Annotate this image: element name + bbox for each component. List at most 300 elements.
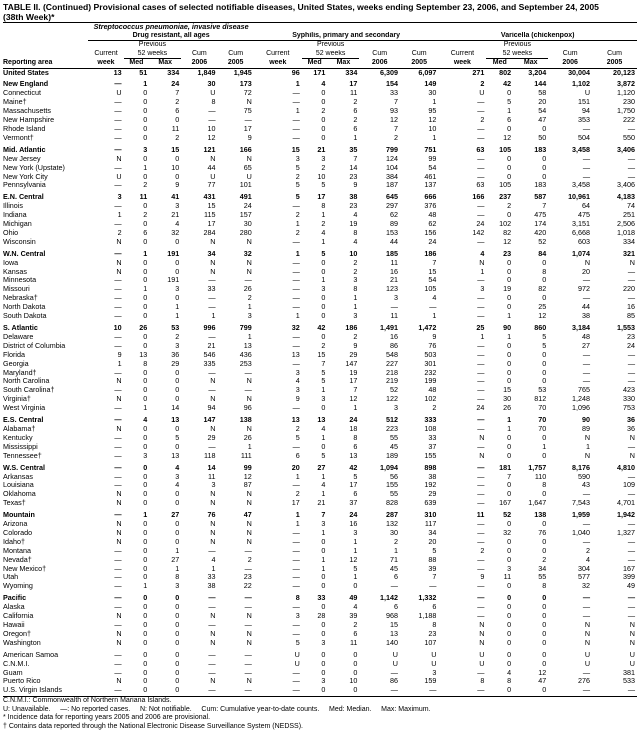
value-cell: 5 (321, 249, 326, 258)
value-cell: 7 (175, 89, 180, 98)
value-cell: 1,102 (572, 80, 591, 89)
value-cell: N (116, 267, 122, 276)
reporting-area-cell: Missouri (3, 285, 30, 294)
value-cell: — (582, 163, 591, 172)
value-cell: 52 (503, 511, 512, 520)
value-cell: 1 (143, 511, 148, 520)
value-cell: 0 (542, 520, 547, 529)
value-cell: 0 (542, 124, 547, 133)
value-cell: — (477, 582, 485, 591)
value-cell: 0 (507, 267, 512, 276)
table-row (3, 443, 637, 452)
value-cell: 10,961 (568, 193, 591, 202)
value-cell: 0 (143, 686, 148, 695)
value-cell: — (627, 686, 635, 695)
value-cell: 2 (432, 404, 437, 413)
value-cell: 89 (582, 424, 591, 433)
value-cell: 0 (175, 377, 180, 386)
value-cell: 0 (175, 638, 180, 647)
table-row (3, 155, 637, 164)
value-cell: 0 (143, 520, 148, 529)
value-cell: 3 (295, 154, 300, 163)
value-cell: 1 (353, 573, 358, 582)
value-cell: 4 (175, 463, 180, 472)
value-cell: 0 (175, 520, 180, 529)
reporting-area-cell: Pacific (3, 594, 27, 603)
value-cell: 4 (432, 294, 437, 303)
value-cell: 142 (472, 228, 485, 237)
value-cell: N (584, 451, 591, 460)
value-cell: 107 (424, 638, 437, 647)
value-cell: 0 (507, 303, 512, 312)
value-cell: — (114, 312, 122, 321)
value-cell: — (477, 537, 485, 546)
value-cell: 1 (321, 276, 326, 285)
value-cell: 159 (424, 677, 437, 686)
value-cell: 0 (507, 659, 512, 668)
value-cell: 1 (247, 303, 252, 312)
value-cell: 1 (586, 442, 591, 451)
value-cell: 23 (627, 332, 635, 341)
value-cell: 12 (538, 668, 547, 677)
reporting-area-cell: New Jersey (3, 154, 41, 163)
value-cell: 533 (623, 677, 635, 686)
value-cell: — (627, 276, 635, 285)
reporting-area-cell: Texas† (3, 499, 26, 508)
value-cell: N (629, 258, 635, 267)
table-row (3, 660, 637, 669)
value-cell: 58 (538, 89, 547, 98)
value-cell: 0 (507, 603, 512, 612)
value-cell: 75 (243, 107, 252, 116)
value-cell: — (208, 668, 216, 677)
value-cell: 0 (542, 659, 547, 668)
value-cell: 38 (207, 582, 216, 591)
value-cell: — (114, 116, 122, 125)
value-cell: 15 (317, 350, 326, 359)
reporting-area-cell: Vermont† (3, 133, 34, 142)
header-cum-3b: Cum (607, 49, 622, 57)
value-cell: 156 (424, 228, 437, 237)
value-cell: N (116, 537, 122, 546)
header-med-3: Med (492, 59, 507, 67)
value-cell: 334 (623, 237, 635, 246)
value-cell: 828 (385, 499, 398, 508)
value-cell: 0 (143, 472, 148, 481)
value-cell: 183 (534, 181, 547, 190)
value-cell: 37 (349, 499, 358, 508)
value-cell: 30 (503, 395, 512, 404)
value-cell: 3 (321, 677, 326, 686)
value-cell: 1,096 (572, 404, 591, 413)
value-cell: 0 (542, 638, 547, 647)
value-cell: 0 (143, 133, 148, 142)
value-cell: — (208, 621, 216, 629)
value-cell: — (477, 416, 485, 425)
value-cell: 0 (353, 650, 358, 659)
reporting-area-cell: United States (3, 68, 49, 77)
value-cell: 34 (538, 564, 547, 573)
value-cell: 21 (317, 145, 326, 154)
value-cell: 0 (321, 629, 326, 638)
value-cell: 223 (385, 424, 398, 433)
value-cell: 34 (207, 249, 216, 258)
value-cell: 0 (143, 154, 148, 163)
value-cell: N (629, 621, 635, 629)
value-cell: 0 (175, 172, 180, 181)
table-row (3, 229, 637, 238)
value-cell: N (629, 638, 635, 647)
value-cell: 399 (623, 573, 635, 582)
value-cell: N (210, 377, 216, 386)
value-cell: 102 (424, 395, 437, 404)
value-cell: 11 (139, 193, 148, 202)
value-cell: — (627, 350, 635, 359)
value-cell: 2 (480, 80, 485, 89)
value-cell: — (114, 124, 122, 133)
value-cell: 15 (503, 386, 512, 395)
value-cell: — (429, 582, 437, 591)
value-cell: 603 (578, 237, 591, 246)
value-cell: 333 (424, 416, 437, 425)
table-row (3, 434, 637, 443)
value-cell: — (114, 564, 122, 573)
value-cell: 8 (507, 677, 512, 686)
value-cell: 55 (538, 573, 547, 582)
value-cell: 0 (143, 220, 148, 229)
value-cell: 102 (499, 220, 512, 229)
value-cell: N (246, 490, 252, 499)
value-cell: 93 (389, 107, 398, 116)
value-cell: 1 (175, 303, 180, 312)
value-cell: N (246, 528, 252, 537)
value-cell: — (582, 612, 591, 621)
value-cell: 2 (143, 211, 148, 220)
reporting-area-cell: Connecticut (3, 89, 41, 98)
value-cell: — (114, 582, 122, 591)
value-cell: 1 (353, 537, 358, 546)
value-cell: 271 (472, 68, 485, 77)
value-cell: 504 (578, 133, 591, 142)
value-cell: 173 (239, 80, 252, 89)
value-cell: — (244, 686, 252, 695)
group-header-strep: Streptococcus pneumoniae, invasive disease (93, 22, 249, 31)
value-cell: 0 (507, 124, 512, 133)
reporting-area-cell: Maine† (3, 98, 27, 107)
footnote-incidence: * Incidence data for reporting years 2005 and 2006 are provisional. (3, 714, 211, 722)
value-cell: 0 (542, 612, 547, 621)
value-cell: 13 (243, 341, 252, 350)
table-row (3, 404, 637, 413)
value-cell: 0 (143, 116, 148, 125)
value-cell: — (292, 528, 300, 537)
value-cell: 5 (353, 564, 358, 573)
value-cell: 54 (538, 107, 547, 116)
value-cell: — (582, 668, 591, 677)
value-cell: 3 (321, 395, 326, 404)
value-cell: N (116, 424, 122, 433)
value-cell: 8 (542, 267, 547, 276)
value-cell: 118 (204, 451, 216, 460)
reporting-area-cell: South Carolina† (3, 386, 55, 395)
reporting-area-cell: Utah (3, 573, 19, 582)
value-cell: 166 (472, 193, 485, 202)
table-row (3, 603, 637, 612)
value-cell: N (210, 424, 216, 433)
value-cell: — (627, 377, 635, 386)
value-cell: 144 (534, 80, 547, 89)
value-cell: 26 (503, 404, 512, 413)
table-row (3, 259, 637, 268)
value-cell: — (208, 603, 216, 612)
footnote-legend: U: Unavailable. —: No reported cases. N: Not notifiable. Cum: Cumulative year-to-date counts. Med: Median. Max: Maximum. (3, 705, 431, 713)
value-cell: 3,406 (617, 145, 635, 154)
reporting-area-cell: South Dakota (3, 312, 47, 321)
value-cell: — (292, 341, 300, 350)
value-cell: 227 (385, 359, 398, 368)
value-cell: 8 (353, 433, 358, 442)
value-cell: 19 (349, 368, 358, 377)
value-cell: 19 (349, 220, 358, 229)
value-cell: U (431, 650, 437, 659)
footnote-nedss: † Contains data reported through the National Electronic Disease Surveillance System (NEDSS). (3, 722, 303, 730)
group-header-syphilis: Syphilis, primary and secondary (254, 32, 439, 41)
value-cell: — (114, 463, 122, 472)
value-cell: 0 (542, 650, 547, 659)
value-cell: — (244, 659, 252, 668)
value-cell: 0 (321, 294, 326, 303)
value-cell: 3 (295, 612, 300, 621)
value-cell: 3 (143, 145, 148, 154)
value-cell: 26 (243, 285, 252, 294)
table-row (3, 416, 637, 425)
value-cell: 4 (321, 424, 326, 433)
value-cell: 1 (295, 107, 300, 116)
value-cell: 2 (175, 133, 180, 142)
value-cell: 0 (542, 154, 547, 163)
value-cell: 6 (353, 107, 358, 116)
value-cell: 9 (480, 573, 485, 582)
value-cell: 157 (239, 211, 252, 220)
value-cell: 0 (143, 629, 148, 638)
value-cell: — (114, 202, 122, 211)
value-cell: 0 (507, 629, 512, 638)
table-row (3, 360, 637, 369)
value-cell: 753 (623, 404, 635, 413)
value-cell: 0 (542, 546, 547, 555)
value-cell: 1,142 (379, 594, 398, 603)
value-cell: 42 (317, 324, 326, 332)
value-cell: 237 (499, 193, 512, 202)
value-cell: — (627, 537, 635, 546)
value-cell: 17 (349, 80, 358, 89)
reporting-area-cell: New Hampshire (3, 116, 55, 125)
value-cell: N (116, 490, 122, 499)
value-cell: — (292, 564, 300, 573)
value-cell: — (477, 603, 485, 612)
value-cell: — (292, 677, 300, 686)
value-cell: — (114, 594, 122, 603)
table-title (3, 2, 637, 22)
value-cell: 11 (208, 472, 216, 481)
value-cell: N (246, 395, 252, 404)
value-cell: 0 (507, 638, 512, 647)
value-cell: 2 (480, 546, 485, 555)
value-cell: 0 (321, 582, 326, 591)
value-cell: 32 (582, 582, 591, 591)
value-cell: — (477, 463, 485, 472)
value-cell: 512 (385, 416, 398, 425)
value-cell: — (292, 116, 300, 125)
value-cell: 30,004 (568, 68, 591, 77)
value-cell: 96 (291, 68, 300, 77)
value-cell: N (584, 433, 591, 442)
reporting-area-cell: E.S. Central (3, 416, 44, 425)
value-cell: 0 (143, 98, 148, 107)
value-cell: N (210, 154, 216, 163)
value-cell: 8 (321, 202, 326, 211)
value-cell: — (477, 686, 485, 695)
table-row (3, 520, 637, 529)
value-cell: 222 (623, 116, 635, 125)
value-cell: 42 (503, 80, 512, 89)
value-cell: 8 (175, 573, 180, 582)
value-cell: 1 (432, 98, 437, 107)
value-cell: 17 (349, 481, 358, 490)
reporting-area-cell: Virginia† (3, 395, 31, 404)
value-cell: 590 (578, 472, 591, 481)
value-cell: 8 (542, 582, 547, 591)
table-row (3, 452, 637, 461)
value-cell: 0 (507, 594, 512, 603)
value-cell: 3 (117, 193, 122, 202)
value-cell: 0 (143, 294, 148, 303)
reporting-area-cell: American Samoa (3, 650, 59, 659)
value-cell: — (244, 650, 252, 659)
value-cell: 14 (207, 463, 216, 472)
table-row (3, 594, 637, 603)
value-cell: N (246, 98, 252, 107)
value-cell: 30 (207, 80, 216, 89)
value-cell: 3,458 (572, 145, 591, 154)
value-cell: 24 (476, 220, 485, 229)
value-cell: 6,097 (418, 68, 437, 77)
value-cell: N (210, 258, 216, 267)
value-cell: 2 (247, 555, 252, 564)
table-row (3, 89, 637, 98)
value-cell: 42 (349, 463, 358, 472)
value-cell: 62 (389, 211, 398, 220)
value-cell: 3 (353, 312, 358, 321)
value-cell: 1 (211, 564, 216, 573)
reporting-area-cell: Kansas (3, 267, 27, 276)
value-cell: 1 (143, 582, 148, 591)
value-cell: 0 (321, 133, 326, 142)
value-cell: 1 (211, 312, 216, 321)
value-cell: 0 (542, 594, 547, 603)
value-cell: — (390, 303, 398, 312)
value-cell: — (114, 416, 122, 425)
value-cell: 436 (239, 350, 252, 359)
value-cell: — (477, 481, 485, 490)
value-cell: 5 (432, 546, 437, 555)
value-cell: 3 (295, 368, 300, 377)
value-cell: N (246, 520, 252, 529)
reporting-area-cell: New York (Upstate) (3, 163, 65, 172)
value-cell: 284 (203, 228, 216, 237)
value-cell: — (114, 107, 122, 116)
value-cell: 154 (385, 80, 398, 89)
header-52weeks-3: 52 weeks (486, 50, 548, 59)
value-cell: 23 (349, 172, 358, 181)
value-cell: — (627, 442, 635, 451)
value-cell: 0 (175, 294, 180, 303)
value-cell: 251 (623, 211, 635, 220)
value-cell: 0 (321, 546, 326, 555)
value-cell: 30 (428, 89, 437, 98)
value-cell: 33 (207, 285, 216, 294)
value-cell: 0 (143, 267, 148, 276)
value-cell: 5 (321, 377, 326, 386)
value-cell: 26 (243, 433, 252, 442)
value-cell: 12 (207, 133, 216, 142)
value-cell: 1 (295, 511, 300, 520)
value-cell: 0 (507, 154, 512, 163)
value-cell: — (114, 285, 122, 294)
value-cell: 0 (143, 386, 148, 395)
value-cell: 3,458 (572, 181, 591, 190)
value-cell: 0 (353, 686, 358, 695)
value-cell: 2 (321, 220, 326, 229)
value-cell: 2 (321, 107, 326, 116)
value-cell: 147 (345, 359, 358, 368)
value-cell: 33 (207, 573, 216, 582)
value-cell: 29 (428, 490, 437, 499)
value-cell: 21 (207, 341, 216, 350)
value-cell: — (292, 276, 300, 285)
value-cell: — (114, 98, 122, 107)
value-cell: 0 (143, 481, 148, 490)
value-cell: 8 (211, 98, 216, 107)
value-cell: 105 (499, 181, 512, 190)
value-cell: 21 (389, 276, 398, 285)
value-cell: 1,472 (418, 324, 437, 332)
value-cell: 0 (353, 582, 358, 591)
value-cell: 6 (393, 573, 398, 582)
value-cell: 3 (211, 481, 216, 490)
value-cell: 0 (542, 172, 547, 181)
value-cell: 22 (243, 582, 252, 591)
value-cell: 0 (507, 258, 512, 267)
value-cell: 0 (175, 154, 180, 163)
reporting-area-cell: Wisconsin (3, 237, 36, 246)
value-cell: 2 (295, 424, 300, 433)
value-cell: 799 (385, 145, 398, 154)
value-cell: 972 (578, 285, 591, 294)
table-row (3, 303, 637, 312)
value-cell: 2 (353, 116, 358, 125)
value-cell: 0 (175, 603, 180, 612)
value-cell: 2 (321, 341, 326, 350)
value-cell: N (116, 612, 122, 621)
value-cell: 304 (578, 564, 591, 573)
value-cell: 2 (295, 211, 300, 220)
value-cell: 0 (321, 332, 326, 341)
value-cell: — (390, 668, 398, 677)
value-cell: U (392, 659, 398, 668)
value-cell: 11 (503, 573, 512, 582)
value-cell: 0 (321, 89, 326, 98)
